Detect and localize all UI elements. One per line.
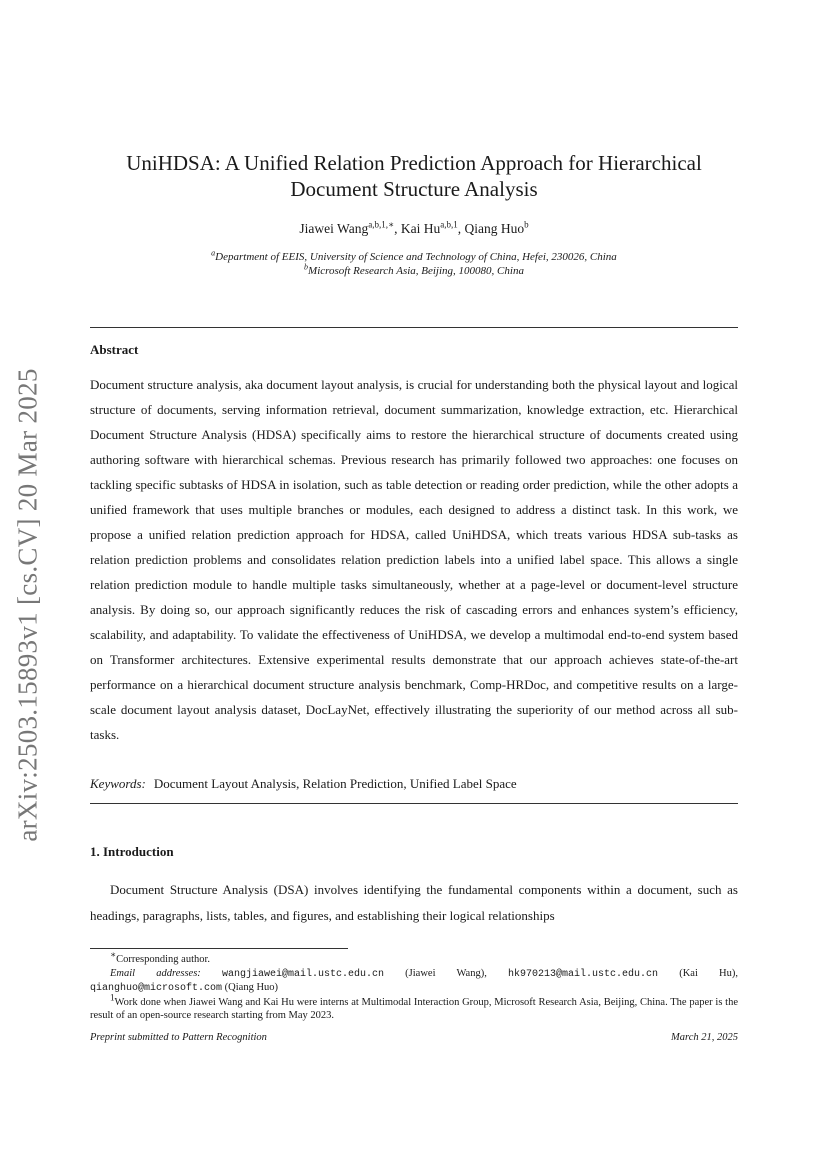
author-name: Qiang Huo bbox=[464, 221, 525, 236]
author-list: Jiawei Wang$^{a,b,1,∗}$, Kai Hu$^{a,b,1}$, Qiang Huo$^b$ bbox=[299, 219, 529, 236]
title-line-2: Document Structure Analysis bbox=[290, 177, 538, 201]
abstract-top-rule bbox=[90, 327, 738, 328]
keywords-label: Keywords: bbox=[90, 776, 146, 791]
footnote-emails bbox=[90, 967, 738, 996]
footnotes bbox=[90, 949, 739, 1023]
arxiv-identifier bbox=[6, 360, 50, 850]
footnote-text: Work done when Jiawei Wang and Kai Hu were interns at Multimodal Interaction Group, Microsoft Research Asia, Beijing, China. The paper is the result of an open-source research starting from May 2023. bbox=[90, 996, 738, 1021]
affiliation-mark: a bbox=[211, 248, 216, 258]
author-marks: a,b,1,∗ bbox=[368, 219, 395, 230]
footnote-work bbox=[90, 992, 738, 1023]
author-name: Jiawei Wang bbox=[299, 221, 369, 236]
footnote-rule bbox=[90, 948, 348, 949]
keywords bbox=[90, 773, 738, 795]
keywords-text: Document Layout Analysis, Relation Prediction, Unified Label Space bbox=[153, 776, 517, 791]
email-link[interactable]: qianghuo@microsoft.com bbox=[90, 983, 223, 994]
footnote-mark: ∗ bbox=[110, 949, 117, 960]
abstract-bottom-rule bbox=[90, 803, 738, 804]
affiliation-text: Microsoft Research Asia, Beijing, 100080, China bbox=[308, 265, 524, 277]
title-line-1: UniHDSA: A Unified Relation Prediction Approach for Hierarchical bbox=[126, 151, 702, 175]
paper-title bbox=[90, 150, 738, 202]
footnote-text: Corresponding author. bbox=[116, 954, 211, 965]
page-footer bbox=[90, 1032, 738, 1043]
arxiv-identifier-text: arXiv:2503.15893v1 [cs.CV] 20 Mar 2025 bbox=[12, 368, 43, 842]
email-owner: (Jiawei Wang), bbox=[384, 967, 509, 979]
email-label: Email addresses: bbox=[110, 967, 201, 979]
author-marks: b bbox=[524, 219, 529, 230]
author-marks: a,b,1 bbox=[440, 219, 458, 230]
footnote-mark: 1 bbox=[110, 992, 115, 1002]
footer-journal: Preprint submitted to Pattern Recognition bbox=[90, 1032, 267, 1043]
email-owner: (Qiang Huo) bbox=[222, 982, 279, 993]
footer-date: March 21, 2025 bbox=[671, 1032, 738, 1043]
introduction-heading: 1. Introduction bbox=[90, 844, 174, 859]
email-link[interactable]: wangjiawei@mail.ustc.edu.cn bbox=[221, 968, 384, 980]
footnote-corresponding bbox=[90, 949, 738, 967]
email-owner: (Kai Hu), bbox=[658, 967, 739, 979]
abstract-text: Document structure analysis, aka document layout analysis, is crucial for understanding both the physical layout and logical structure of documents, serving information retrieval, document summarization, knowledge extraction, etc. Hierarchical Document Structure Analysis (HDSA) specifically aims to restore the hierarchical structure of documents created using authoring software with hierarchical schemas. Previous research has primarily followed two approaches: one focuses on tackling specific subtasks of HDSA in isolation, such as table detection or reading order prediction, while the other adopts a unified framework that uses multiple branches or modules, each designed to address a distinct task. In this work, we propose a unified relation prediction approach for HDSA, called UniHDSA, which treats various HDSA sub-tasks as relation prediction problems and consolidates relation prediction labels into a unified label space. This allows a single relation prediction module to handle multiple tasks simultaneously, whether at a page-level or document-level structure analysis. By doing so, our approach significantly reduces the risk of cascading errors and enhances system’s efficiency, scalability, and adaptability. To validate the effectiveness of UniHDSA, we develop a multimodal end-to-end system based on Transformer architectures. Extensive experimental results demonstrate that our approach achieves state-of-the-art performance on a hierarchical document structure analysis benchmark, Comp-HRDoc, and competitive results on a large-scale document layout analysis dataset, DocLayNet, effectively illustrating the superiority of our method across all sub-tasks. bbox=[90, 377, 738, 742]
author-name: Kai Hu bbox=[400, 221, 441, 236]
affiliation-mark: b bbox=[304, 262, 309, 272]
email-link[interactable]: hk970213@mail.ustc.edu.cn bbox=[508, 968, 659, 980]
abstract-heading: Abstract bbox=[90, 342, 139, 357]
affiliation-b bbox=[90, 262, 738, 277]
affiliation-a bbox=[90, 248, 738, 263]
affiliation-text: Department of EEIS, University of Science and Technology of China, Hefei, 230026, China bbox=[215, 251, 617, 263]
introduction-text: Document Structure Analysis (DSA) involves identifying the fundamental components within a document, such as headings, paragraphs, lists, tables, and figures, and establishing their logical relationships bbox=[90, 882, 738, 923]
